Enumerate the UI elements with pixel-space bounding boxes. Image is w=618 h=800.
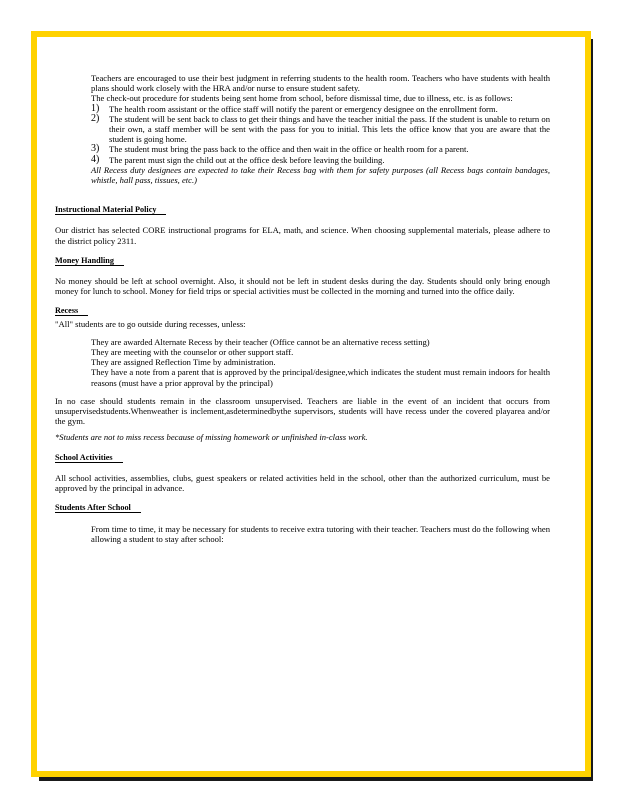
list-item-text: They are awarded Alternate Recess by their teacher (Office cannot be an alternative recess setting)	[91, 336, 430, 347]
school-activities-heading-text: School Activities	[55, 453, 123, 463]
list-item	[73, 367, 550, 387]
step-text: The student must bring the pass back to the office and then wait in the office or health room for a parent.	[109, 144, 469, 155]
intro-paragraph: Teachers are encouraged to use their best judgment in referring students to the health room. Teachers who have students with health plans should work closely with the HRA and/or nurse to ensure student safety.	[91, 73, 550, 94]
money-heading	[55, 256, 550, 266]
step-text: The student will be sent back to class to get their things and have the teacher initial the pass. If the student is unable to return on their own, a staff member will be sent with the pass for you to initial. This lets the office know that you are aware that the student is going home.	[109, 113, 550, 145]
after-school-heading	[55, 503, 550, 513]
list-item-text: They have a note from a parent that is approved by the principal/designee,which indicates the student must remain indoors for health reasons (must have a prior approval by the principal)	[91, 367, 550, 388]
recess-intro: "All" students are to go outside during recesses, unless:	[55, 318, 246, 329]
checkout-step	[91, 104, 550, 114]
money-heading-text: Money Handling	[55, 256, 124, 266]
document-content	[55, 73, 550, 544]
list-item-text: They are meeting with the counselor or other support staff.	[91, 347, 294, 358]
checkout-steps-list	[91, 104, 550, 165]
checkout-paragraph: The check-out procedure for students being sent home from school, before dismissal time, due to illness, etc. is as follows:	[91, 93, 513, 104]
document-page	[31, 31, 591, 777]
instructional-heading	[55, 205, 550, 215]
checkout-step	[91, 144, 550, 154]
list-item	[73, 337, 550, 347]
recess-heading-text: Recess	[55, 306, 88, 316]
instructional-heading-text: Instructional Material Policy	[55, 205, 166, 215]
checkout-step	[91, 114, 550, 145]
list-item	[73, 347, 550, 357]
step-number: 2)	[91, 112, 100, 124]
school-activities-text: All school activities, assemblies, clubs, guest speakers or related activities held in the school, other than the authorized curriculum, must be approved by the principal in advance.	[55, 472, 550, 494]
money-text: No money should be left at school overnight. Also, it should not be left in student desks during the day. Students should only bring enough money for lunch to school. Money for field trips or special activities must be collected in the morning and turned into the office daily.	[55, 276, 550, 297]
recess-exceptions-list	[73, 337, 550, 388]
step-text: The health room assistant or the office staff will notify the parent or emergency designee on the enrollment form.	[109, 103, 498, 114]
step-number: 1)	[91, 102, 100, 114]
recess-supervision: In no case should students remain in the classroom unsupervised. Teachers are liable in the event of an incident that occurs from unsupervisedstudents.Whenweather is inclement,asdeterminedbythe supervisors, students will have recess under the covered playarea and/or the gym.	[55, 395, 550, 427]
list-item	[73, 357, 550, 367]
checkout-step	[91, 155, 550, 165]
recess-duty-note: All Recess duty designees are expected to take their Recess bag with them for safety purposes (all Recess bags contain bandages, whistle, hall pass, tissues, etc.)	[91, 164, 550, 186]
list-item-text: They are assigned Reflection Time by administration.	[91, 357, 276, 368]
after-school-heading-text: Students After School	[55, 503, 141, 513]
after-school-text: From time to time, it may be necessary for students to receive extra tutoring with their teacher. Teachers must do the following when allowing a student to stay after school:	[91, 523, 550, 544]
step-number: 4)	[91, 153, 100, 165]
step-number: 3)	[91, 143, 100, 155]
instructional-text: Our district has selected CORE instructional programs for ELA, math, and science. When choosing supplemental materials, please adhere to the district policy 2311.	[55, 225, 550, 246]
step-text: The parent must sign the child out at the office desk before leaving the building.	[109, 154, 385, 165]
recess-heading	[55, 306, 550, 316]
school-activities-heading	[55, 453, 550, 463]
recess-note: *Students are not to miss recess because of missing homework or unfinished in-class work.	[55, 432, 368, 443]
